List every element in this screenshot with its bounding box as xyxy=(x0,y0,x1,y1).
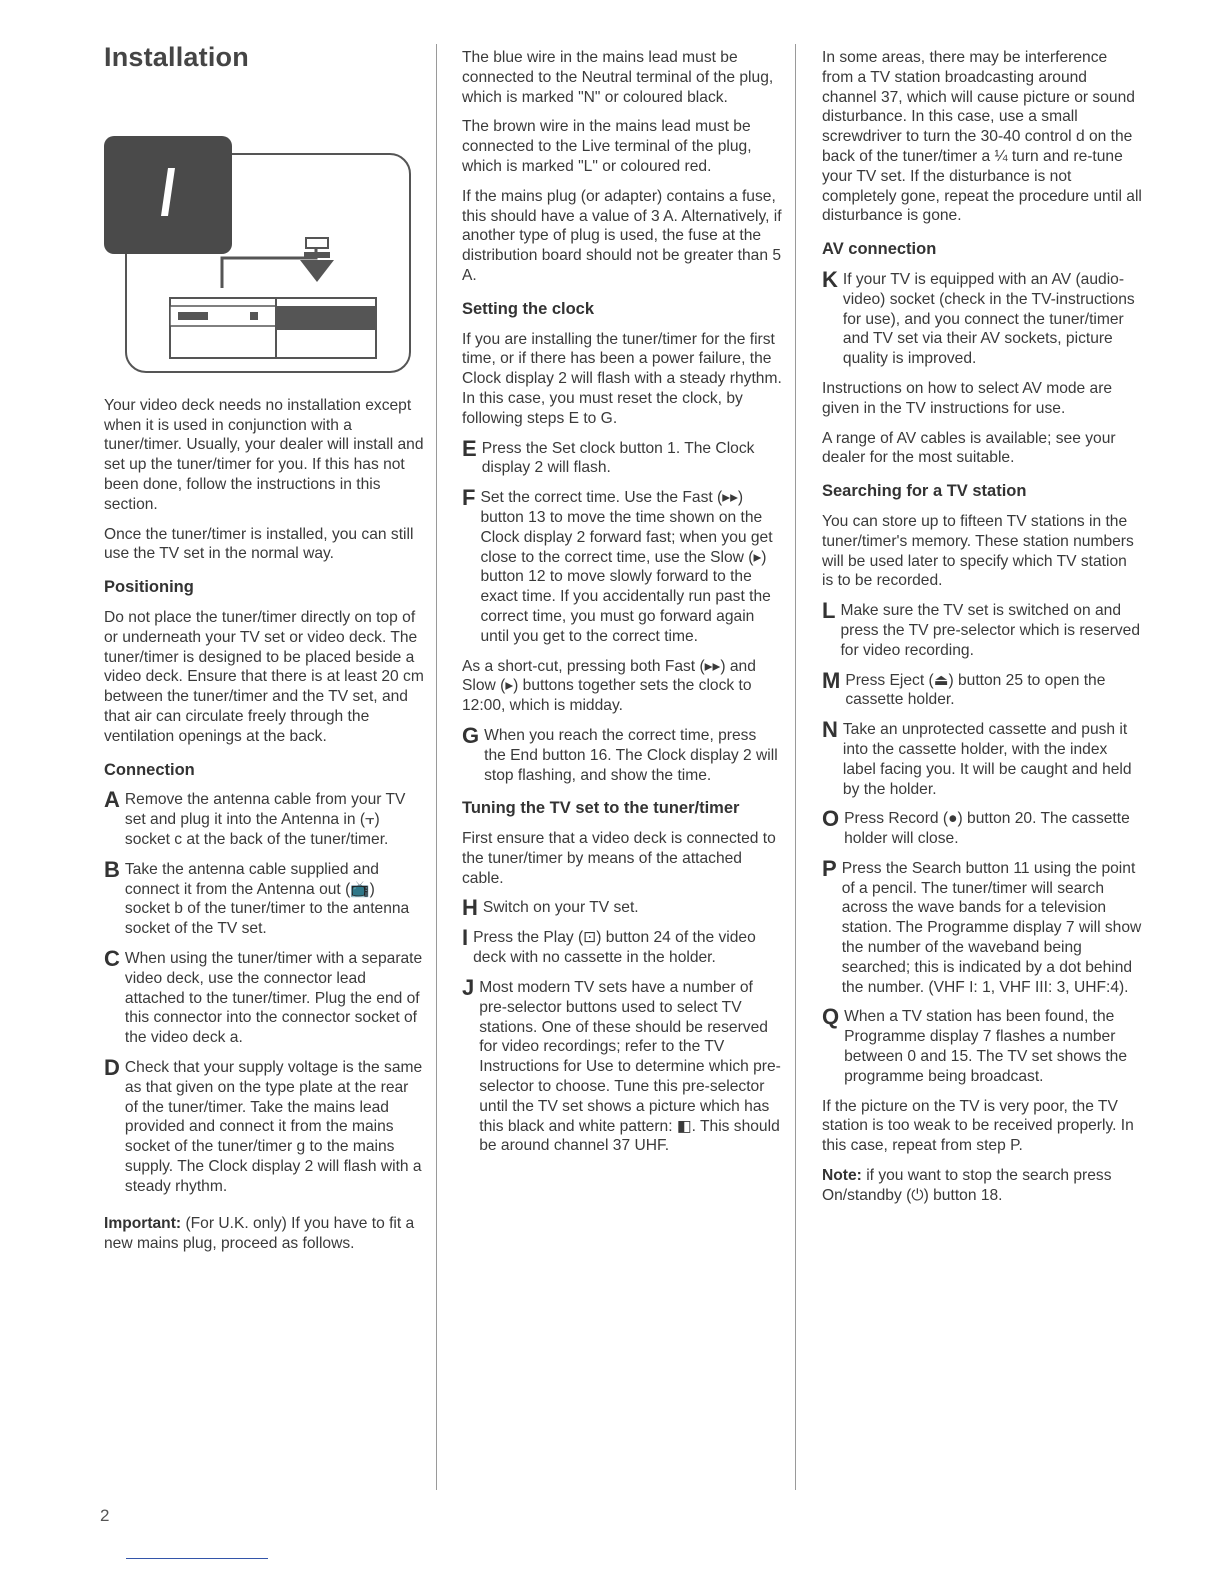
search-text: You can store up to fifteen TV stations in the tuner/timer's memory. These station numbers will be used later to specify which TV station is to be recorded. xyxy=(822,512,1134,590)
step-letter: F xyxy=(462,485,476,511)
blue-wire-paragraph: The blue wire in the mains lead must be connected to the Neutral terminal of the plug, which is marked "N" or coloured black. xyxy=(462,49,774,106)
step-letter: C xyxy=(104,945,120,971)
step-text: Set the correct time. Use the Fast (▸▸) button 13 to move the time shown on the Clock display 2 forward fast; when you get close to the correct time, use the Slow (▸) button 12 to move slowly forward to the exact time. If you accidentally run past the correct time, you must go forward again until you get to the correct time. xyxy=(480,489,773,645)
step-letter: Q xyxy=(822,1004,840,1030)
tuning-heading: Tuning the TV set to the tuner/timer xyxy=(462,799,740,818)
column-divider-2 xyxy=(795,44,796,1490)
step-text: Take an unprotected cassette and push it into the cassette holder, with the index label facing you. It will be caught and held by the holder. xyxy=(842,721,1132,798)
step-letter: B xyxy=(104,856,120,882)
column-3 xyxy=(822,48,1142,1216)
step-text: Most modern TV sets have a number of pre-selector buttons used to select TV stations. One of these should be reserved for video recordings; refer to the TV Instructions for Use to determine which pre-selector to choose. Tune this pre-selector until the TV set shows a picture which has this black and white pattern: ◧. This should be around channel 37 UHF. xyxy=(479,979,781,1155)
brown-wire-paragraph: The brown wire in the mains lead must be connected to the Live terminal of the plug, which is marked "L" or coloured red. xyxy=(462,118,752,175)
positioning-text: Do not place the tuner/timer directly on top of or underneath your TV set or video deck. The tuner/timer is designed to be placed beside a video deck. Ensure that there is at least 20 cm between the tuner/timer and the TV set, and that air can circulate freely through the ventilation openings at the back. xyxy=(104,608,424,745)
connection-heading: Connection xyxy=(104,760,195,779)
note-label: Note: xyxy=(822,1167,862,1185)
important-label: Important: xyxy=(104,1215,182,1233)
note-text: if you want to stop the search press On/standby (⏻) button 18. xyxy=(822,1167,1112,1204)
av-paragraph-2: Instructions on how to select AV mode are given in the TV instructions for use. xyxy=(822,379,1113,417)
step-f xyxy=(462,485,782,646)
step-a xyxy=(104,787,424,849)
step-letter: L xyxy=(822,598,836,624)
step-text: When a TV station has been found, the Programme display 7 flashes a number between 0 and 15. The TV set shows the programme being broadcast. xyxy=(844,1008,1128,1085)
step-text: Take the antenna cable supplied and connect it from the Antenna out (📺) socket b of the tuner/timer to the antenna socket of the TV set. xyxy=(124,860,410,938)
step-letter: P xyxy=(822,855,837,881)
clock-text: If you are installing the tuner/timer for the first time, or if there has been a power failure, the Clock display 2 will flash with a steady rhythm. In this case, you must reset the clock, by following steps E to G. xyxy=(462,330,782,427)
step-text: Make sure the TV set is switched on and press the TV pre-selector which is reserved for video recording. xyxy=(840,602,1141,659)
step-text: When using the tuner/timer with a separate video deck, use the connector lead attached to the tuner/timer. Plug the end of this connector into the connector socket of the video deck a. xyxy=(124,949,423,1047)
step-text: Remove the antenna cable from your TV set and plug it into the Antenna in (⫟) socket c at the back of the tuner/timer. xyxy=(124,791,406,848)
step-letter: G xyxy=(462,722,480,748)
step-text: Press the Search button 11 using the point of a pencil. The tuner/timer will search across the wave bands for a television station. The Programme display 7 will show the number of the waveband being searched; this is indicated by a dot behind the number. (VHF I: 1, VHF III: 3, UHF:4). xyxy=(841,859,1142,996)
interference-paragraph: In some areas, there may be interference from a TV station broadcasting around channel 37, which will cause picture or sound disturbance. In this case, use a small screwdriver to turn the 30-40 control d on the back of the tuner/timer a ¼ turn and re-tune your TV set. If the disturbance is not completely gone, repeat the procedure until all disturbance is gone. xyxy=(822,49,1142,225)
step-letter: E xyxy=(462,435,477,461)
step-o xyxy=(822,806,1142,849)
step-h xyxy=(462,895,782,921)
step-letter: O xyxy=(822,806,840,832)
step-letter: M xyxy=(822,667,841,693)
step-text: Press the Set clock button 1. The Clock display 2 will flash. xyxy=(481,439,755,477)
step-p xyxy=(822,855,1142,998)
step-k xyxy=(822,266,1142,369)
important-text: (For U.K. only) If you have to fit a new mains plug, proceed as follows. xyxy=(104,1215,415,1253)
step-c xyxy=(104,945,424,1048)
step-letter: K xyxy=(822,266,838,292)
step-j xyxy=(462,975,782,1156)
tuning-text: First ensure that a video deck is connected to the tuner/timer by means of the attached cable. xyxy=(462,830,776,887)
step-i xyxy=(462,925,782,968)
step-text: Switch on your TV set. xyxy=(482,899,639,917)
installation-illustration xyxy=(104,108,416,378)
step-m xyxy=(822,667,1142,711)
footer-rule xyxy=(126,1558,268,1559)
step-letter: I xyxy=(462,925,469,951)
av-paragraph-3: A range of AV cables is available; see your dealer for the most suitable. xyxy=(822,429,1116,467)
step-letter: H xyxy=(462,895,478,921)
step-letter: D xyxy=(104,1054,120,1080)
step-g xyxy=(462,722,782,785)
step-text: When you reach the correct time, press the End button 16. The Clock display 2 will stop flashing, and show the time. xyxy=(484,726,778,784)
step-letter: A xyxy=(104,787,120,813)
step-letter: N xyxy=(822,717,838,743)
shortcut-text: As a short-cut, pressing both Fast (▸▸) and Slow (▸) buttons together sets the clock to 12:00, which is midday. xyxy=(462,657,756,715)
step-n xyxy=(822,717,1142,799)
step-text: Press Record (●) button 20. The cassette holder will close. xyxy=(844,810,1130,848)
column-divider-1 xyxy=(436,44,437,1490)
search-note xyxy=(822,1166,1142,1206)
clock-heading: Setting the clock xyxy=(462,299,595,318)
search-heading: Searching for a TV station xyxy=(822,482,1027,501)
step-q xyxy=(822,1004,1142,1086)
step-b xyxy=(104,856,424,939)
column-2 xyxy=(462,48,782,1166)
step-text: Check that your supply voltage is the same as that given on the type plate at the rear of the tuner/timer. Take the mains lead provided and connect it from the mains socket of the tuner/timer g to the mains supply. The Clock display 2 will flash with a steady rhythm. xyxy=(124,1058,423,1195)
intro-paragraph-1: Your video deck needs no installation except when it is used in conjunction with a tuner/timer. Usually, your dealer will install and set up the tuner/timer for you. If this has not been done, follow the instructions in this section. xyxy=(104,396,424,513)
page-heading: Installation xyxy=(104,42,249,72)
positioning-heading: Positioning xyxy=(104,578,194,597)
column-1 xyxy=(104,42,424,1264)
av-heading: AV connection xyxy=(822,240,937,259)
poor-picture-text: If the picture on the TV is very poor, the TV station is too weak to be received properly. In this case, repeat from step P. xyxy=(822,1097,1134,1155)
important-note xyxy=(104,1214,424,1254)
page-number: 2 xyxy=(100,1506,110,1525)
intro-paragraph-2: Once the tuner/timer is installed, you can still use the TV set in the normal way. xyxy=(104,525,414,563)
step-text: Press Eject (⏏) button 25 to open the cassette holder. xyxy=(845,671,1106,709)
step-e xyxy=(462,435,782,479)
step-l xyxy=(822,598,1142,660)
fuse-paragraph: If the mains plug (or adapter) contains a fuse, this should have a value of 3 A. Alternatively, if another type of plug is used, the fuse at the distribution board should not be greater than 5 A. xyxy=(462,187,782,284)
step-text: Press the Play (⊡) button 24 of the video deck with no cassette in the holder. xyxy=(473,929,756,967)
step-d xyxy=(104,1054,424,1197)
step-letter: J xyxy=(462,975,475,1001)
step-text: If your TV is equipped with an AV (audio-video) socket (check in the TV-instructions for use), and you connect the tuner/timer and TV set via their AV sockets, picture quality is improved. xyxy=(842,270,1135,368)
